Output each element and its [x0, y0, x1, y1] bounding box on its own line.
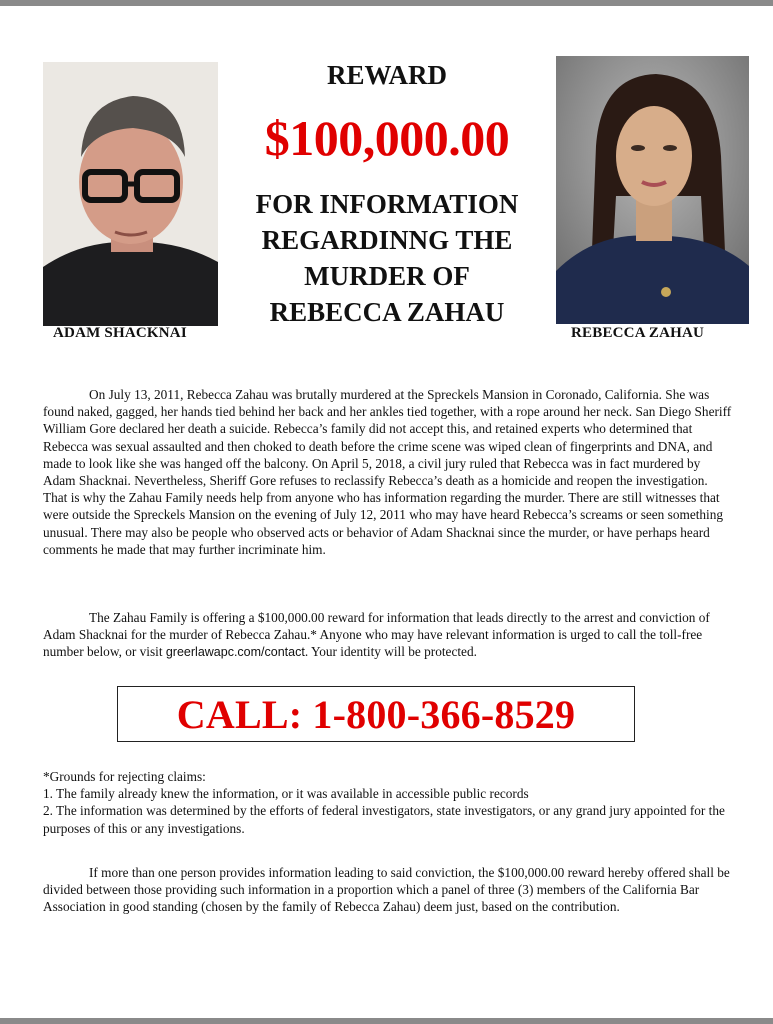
case-description-text: On July 13, 2011, Rebecca Zahau was brutally murdered at the Spreckels Mansion in Coronado, California. She was found naked, gagged, her hands tied behind her back and her ankles tied together, with a rope around her neck. San Diego Sheriff William Gore declared her death a suicide. Rebecca’s family did not accept this, and retained experts who determined that Rebecca was sexual assaulted and then choked to death before the crime scene was wiped clean of fingerprints and DNA, and made to look like she was hanged off the balcony. On April 5, 2018, a civil jury ruled that Rebecca was in fact murdered by Adam Shacknai. Nevertheless, Sheriff Gore refuses to reclassify Rebecca’s death as a homicide and reopen the investigation. That is why the Zahau Family needs help from anyone who has information regarding the murder. There are still witnesses that were outside the Spreckels Mansion on the evening of July 12, 2011 who may have heard Rebecca’s screams or seen something unusual. There may also be people who observed acts or behavior of Adam Shacknai since the murder, or have perhaps heard comments he made that may further incriminate him.: [43, 387, 732, 557]
reward-offer-text-end: . Your identity will be protected.: [304, 644, 477, 660]
claims-item-2: 2. The information was determined by the efforts of federal investigators, state investigators, or any grand jury appointed for the purposes of this or any investigations.: [43, 803, 725, 836]
case-description-paragraph: [43, 386, 733, 558]
heading-line-4: REBECCA ZAHAU: [269, 297, 505, 327]
left-photo-caption: ADAM SHACKNAI: [53, 325, 187, 341]
contact-website-link[interactable]: greerlawapc.com/contact: [165, 645, 305, 660]
information-heading: [222, 186, 552, 330]
claims-item-1: 1. The family already knew the information, or it was available in accessible public records: [43, 786, 529, 802]
heading-line-2: REGARDINNG THE: [261, 225, 513, 255]
reward-heading: REWARD: [326, 60, 447, 90]
flyer-page: [0, 6, 773, 1018]
adam-shacknai-photo: [43, 62, 218, 326]
heading-line-3: MURDER OF: [304, 261, 470, 291]
reward-offer-paragraph: [43, 609, 733, 662]
reward-amount: $100,000.00: [264, 110, 510, 166]
claim-rejection-grounds: [43, 768, 733, 837]
heading-line-1: FOR INFORMATION: [255, 189, 519, 219]
right-photo-caption: REBECCA ZAHAU: [571, 325, 705, 341]
reward-division-text: If more than one person provides information leading to said conviction, the $100,000.00 reward hereby offered shall be divided between those providing such information in a proportion which a panel of three (3) members of the California Bar Association in good standing (chosen by the family of Rebecca Zahau) deem just, based on the contribution.: [43, 865, 730, 915]
call-number-box: [117, 686, 635, 742]
rebecca-zahau-photo: [556, 56, 749, 324]
claims-title: *Grounds for rejecting claims:: [43, 769, 206, 784]
reward-division-paragraph: [43, 864, 733, 916]
call-phone-number: CALL: 1-800-366-8529: [176, 691, 576, 737]
reward-offer-text: The Zahau Family is offering a $100,000.00 reward for information that leads directly to the arrest and conviction of Adam Shacknai for the murder of Rebecca Zahau.* Anyone who may have relevant information is urged to call the toll-free number below, or visit: [43, 610, 710, 660]
